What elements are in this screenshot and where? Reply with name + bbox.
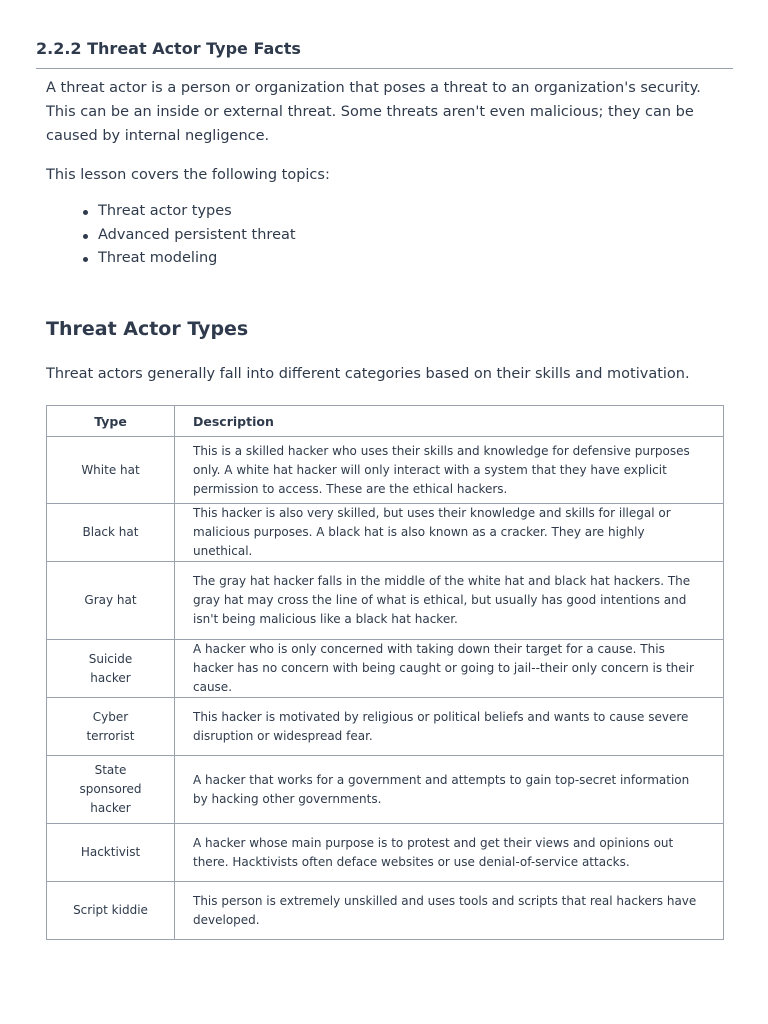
type-cell: Black hat	[47, 504, 175, 562]
type-cell: Hacktivist	[47, 824, 175, 882]
bullet-icon	[83, 257, 88, 262]
description-cell: A hacker that works for a government and attempts to gain top-secret information by hacking other governments.	[175, 756, 724, 824]
description-cell: This is a skilled hacker who uses their skills and knowledge for defensive purposes only. A white hat hacker will only interact with a system that they have explicit permission to access. These are the ethical hackers.	[175, 437, 724, 504]
content-area	[46, 76, 726, 386]
column-header-description: Description	[175, 406, 724, 437]
table-row	[47, 562, 724, 640]
description-cell: This hacker is also very skilled, but uses their knowledge and skills for illegal or malicious purposes. A black hat is also known as a cracker. They are highly unethical.	[175, 504, 724, 562]
type-cell: State sponsored hacker	[47, 756, 175, 824]
type-cell: Gray hat	[47, 562, 175, 640]
type-cell: Script kiddie	[47, 882, 175, 940]
topic-label: Advanced persistent threat	[98, 226, 296, 243]
topics-list	[46, 200, 726, 271]
topic-label: Threat actor types	[98, 203, 232, 219]
table-row	[47, 698, 724, 756]
bullet-icon	[83, 234, 88, 239]
table-row	[47, 882, 724, 940]
type-cell: Cyber terrorist	[47, 698, 175, 756]
topic-item	[46, 224, 726, 248]
section-title: 2.2.2 Threat Actor Type Facts	[36, 39, 301, 58]
table-row	[47, 504, 724, 562]
topic-item	[46, 200, 726, 224]
topic-item	[46, 247, 726, 271]
description-cell: A hacker whose main purpose is to protest and get their views and opinions out there. Hacktivists often deface websites or use denial-of-service attacks.	[175, 824, 724, 882]
type-cell: Suicide hacker	[47, 640, 175, 698]
intro-paragraph: A threat actor is a person or organization that poses a threat to an organization's security. This can be an inside or external threat. Some threats aren't even malicious; they can be caused by internal negligence.	[46, 80, 701, 144]
table-row	[47, 640, 724, 698]
threat-actor-types-lead: Threat actors generally fall into different categories based on their skills and motivation.	[46, 365, 690, 382]
title-divider	[36, 68, 733, 69]
topics-intro: This lesson covers the following topics:	[46, 167, 330, 183]
threat-actor-table	[46, 405, 724, 940]
table-row	[47, 756, 724, 824]
table-row	[47, 824, 724, 882]
description-cell: A hacker who is only concerned with taking down their target for a cause. This hacker has no concern with being caught or going to jail--their only concern is their cause.	[175, 640, 724, 698]
column-header-type: Type	[47, 406, 175, 437]
bullet-icon	[83, 210, 88, 215]
type-cell: White hat	[47, 437, 175, 504]
threat-actor-types-heading: Threat Actor Types	[46, 317, 249, 340]
description-cell: This hacker is motivated by religious or political beliefs and wants to cause severe disruption or widespread fear.	[175, 698, 724, 756]
table-header-row	[47, 406, 724, 437]
table-row	[47, 437, 724, 504]
description-cell: The gray hat hacker falls in the middle of the white hat and black hat hackers. The gray hat may cross the line of what is ethical, but usually has good intentions and isn't being malicious like a black hat hacker.	[175, 562, 724, 640]
description-cell: This person is extremely unskilled and uses tools and scripts that real hackers have developed.	[175, 882, 724, 940]
topic-label: Threat modeling	[98, 250, 218, 266]
